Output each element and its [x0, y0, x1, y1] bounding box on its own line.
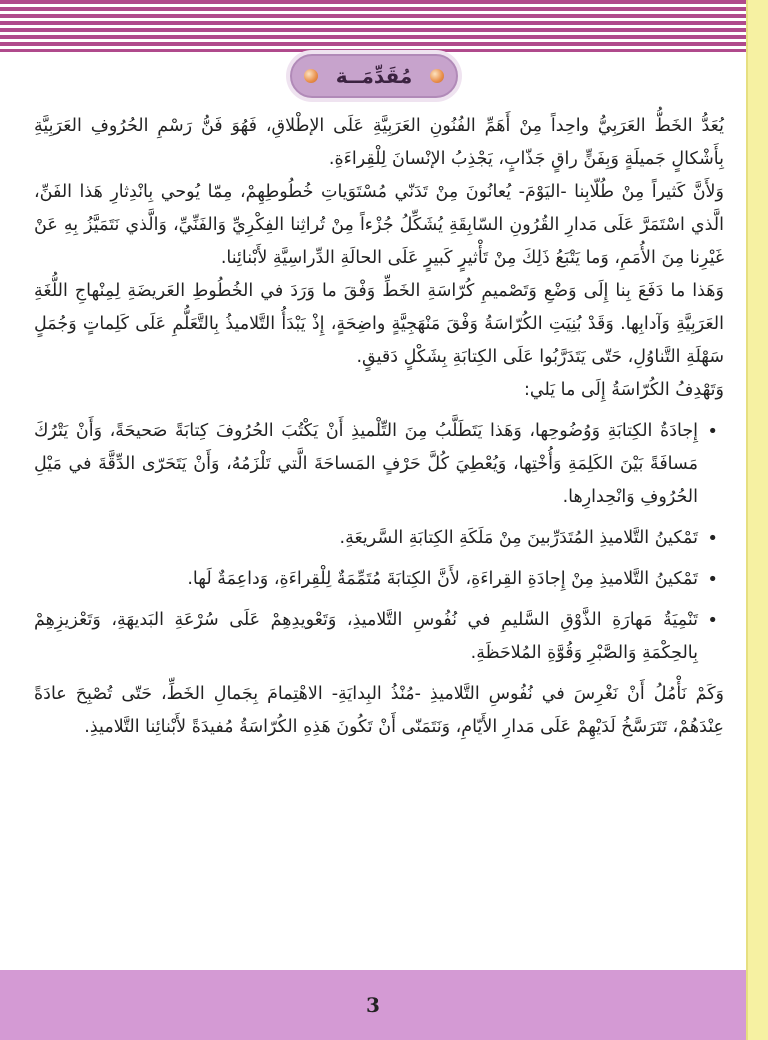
paragraph: وَتَهْدِفُ الكُرّاسَةُ إِلَى ما يَلي: [523, 380, 724, 400]
page-title: مُقَدِّمَــة [335, 64, 413, 88]
list-item: • إِجادَةُ الكِتابَةِ وَوُضُوحِها، وَهَذا يَتَطَلَّبُ مِنَ التِّلْميذِ أَنْ يَكْتُبَ الحُرُوفَ كِتابَةً صَحيحَةً، وَأَنْ يَتْرُكَ مَسافَةً بَيْنَ الكَلِمَةِ وَأُخْتِها، وَيُعْطِيَ كُلَّ حَرْفٍ المَساحَةَ الَّتي تَلْزَمُهُ، وَأَنْ يَتَحَرّى الدِّقَّةَ في مَيْلِ الحُرُوفِ وَانْحِدارِها. [34, 415, 724, 514]
goals-list [34, 415, 724, 670]
paragraph: وَكَمْ نَأْمُلُ أَنْ نَغْرِسَ في نُفُوسِ التَّلاميذِ -مُنْذُ البِدايَةِ- الاهْتِمامَ بِجَمالِ الخَطِّ، حَتّى تُصْبِحَ عادَةً عِنْدَهُمْ، تَتَرَسَّخُ لَدَيْهِمْ عَلَى مَدارِ الأَيّامِ، وَنَتَمَنّى أَنْ تَكُونَ هَذِهِ الكُرّاسَةُ مُفيدَةً لأَبْنائِنا التَّلاميذِ. [34, 684, 724, 737]
list-item: • تَنْمِيَةُ مَهارَةِ الذَّوْقِ السَّليمِ في نُفُوسِ التَّلاميذِ، وَتَعْويدِهِمْ عَلَى سُرْعَةِ البَديهَةِ، وَتَعْزيزِهِمْ بِالحِكْمَةِ وَالصَّبْرِ وَقُوَّةِ المُلاحَظَةِ. [34, 604, 724, 670]
body-text [34, 110, 724, 970]
orange-dot-icon [430, 69, 444, 83]
title-area [0, 44, 748, 108]
paragraph: وَهَذا ما دَفَعَ بِنا إِلَى وَضْعِ وَتَصْميمِ كُرّاسَةِ الخَطِّ وَفْقَ ما وَرَدَ في الخُطُوطِ العَريضَةِ لِمِنْهاجِ اللُّغَةِ العَرَبِيَّةِ وَآدابِها. وَقَدْ بُنِيَتِ الكُرّاسَةُ وَفْقَ مَنْهَجِيَّةٍ واضِحَةٍ، إِذْ يَبْدَأُ التَّلاميذُ بِالتَّعَلُّمِ عَلَى كَلِماتٍ وَجُمَلٍ سَهْلَةِ التَّناوُلِ، حَتّى يَتَدَرَّبُوا عَلَى الكِتابَةِ بِشَكْلٍ دَقيقٍ. [34, 281, 724, 367]
page-number: 3 [366, 993, 380, 1017]
paragraph: يُعَدُّ الخَطُّ العَرَبِيُّ واحِداً مِنْ أَهَمِّ الفُنُونِ العَرَبِيَّةِ عَلَى الإطْلاقِ، فَهُوَ فَنُّ رَسْمِ الحُرُوفِ العَرَبِيَّةِ بِأَشْكالٍ جَميلَةٍ وَبِفَنٍّ راقٍ جَذّابٍ، يَجْذِبُ الإنْسانَ لِلْقِراءَةِ. [34, 116, 724, 169]
side-margin-strip [746, 0, 768, 1040]
list-item: • تَمْكينُ التَّلاميذِ مِنْ إِجادَةِ القِراءَةِ، لأَنَّ الكِتابَةَ مُتَمِّمَةٌ لِلْقِراءَةِ، وَداعِمَةٌ لَها. [34, 563, 724, 596]
orange-dot-icon [304, 69, 318, 83]
footer-band [0, 970, 746, 1040]
title-badge [290, 54, 459, 98]
paragraph: وَلأَنَّ كَثيراً مِنْ طُلّابِنا -اليَوْمَ- يُعانُونَ مِنْ تَدَنّي مُسْتَوَياتِ خُطُوطِهِمْ، مِمّا يُوحي بِانْدِثارِ هَذا الفَنِّ، الَّذي اسْتَمَرَّ عَلَى مَدارِ القُرُونِ السّابِقَةِ يُشَكِّلُ جُزْءاً مِنْ تُراثِنا الفِكْرِيِّ وَالفَنِّيِّ، وَالَّذي نَتَمَيَّزُ بِهِ عَنْ غَيْرِنا مِنَ الأُمَمِ، وَما يَتْبَعُ ذَلِكَ مِنْ تَأْثيرٍ كَبيرٍ عَلَى الحالَةِ الدِّراسِيَّةِ لأَبْنائِنا. [34, 182, 724, 268]
list-item: • تَمْكينُ التَّلاميذِ المُتَدَرِّبينَ مِنْ مَلَكَةِ الكِتابَةِ السَّريعَةِ. [34, 522, 724, 555]
